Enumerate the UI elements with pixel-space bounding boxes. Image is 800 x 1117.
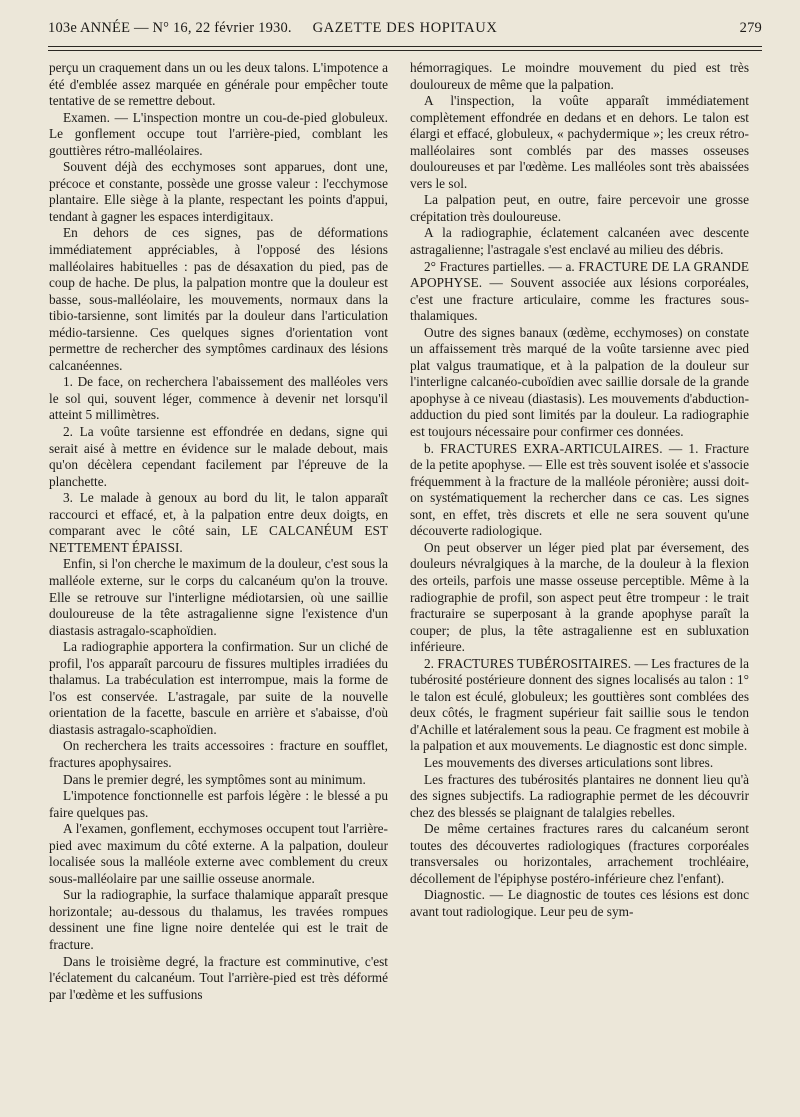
paragraph: Souvent déjà des ecchymoses sont apparues, dont une, précoce et constante, possède une grosse valeur : l'ecchymose plantaire. Elle siège à la plante, respectant les points d'appui, tendant à gagner les espaces interdigitaux. bbox=[49, 159, 388, 224]
paragraph: On peut observer un léger pied plat par éversement, des douleurs névralgiques à la marche, de la douleur à la flexion des orteils, parfois une masse osseuse perceptible. Même à la radiographie de profil, son aspect peut être trompeur : le trait fracturaire se superposant à la grande apophyse paraît la couper; de plus, la tête astragalienne est en subluxation inférieure. bbox=[410, 539, 749, 655]
left-column bbox=[49, 60, 388, 1003]
paragraph: A l'examen, gonflement, ecchymoses occupent tout l'arrière-pied avec maximum du côté externe. A la palpation, douleur localisée sous la malléole externe avec comblement du creux sous-malléolaire par une saillie osseuse anormale. bbox=[49, 821, 388, 886]
paragraph: De même certaines fractures rares du calcanéum seront toutes des découvertes radiologiques (fractures corporéales transversales ou horizontales, arrachement trochléaire, décollement de l'épiphyse postéro-inférieure chez l'enfant). bbox=[410, 821, 749, 886]
right-column bbox=[410, 60, 749, 920]
paragraph: 3. Le malade à genoux au bord du lit, le talon apparaît raccourci et effacé, et, à la palpation entre deux doigts, en comparant avec le côté sain, LE CALCANÉUM EST NETTEMENT ÉPAISSI. bbox=[49, 490, 388, 555]
paragraph: Examen. — L'inspection montre un cou-de-pied globuleux. Le gonflement occupe tout l'arrière-pied, comblant les gouttières rétro-malléolaires. bbox=[49, 109, 388, 158]
paragraph: Dans le troisième degré, la fracture est comminutive, c'est l'éclatement du calcanéum. Tout l'arrière-pied est très déformé par l'œdème et les suffusions bbox=[49, 953, 388, 1002]
paragraph: Les fractures des tubérosités plantaires ne donnent lieu qu'à des signes subjectifs. La radiographie permet de les découvrir chez des blessés se plaignant de talalgies rebelles. bbox=[410, 771, 749, 820]
paragraph: hémorragiques. Le moindre mouvement du pied est très douloureux de même que la palpation. bbox=[410, 60, 749, 92]
section-heading-paragraph: b. FRACTURES EXRA-ARTICULAIRES. — 1. Fracture de la petite apophyse. — Elle est très souvent isolée et s'associe fréquemment à la fracture de la malléole péronière; aussi doit-on systématiquement la rechercher dans ce cas. Les signes sont, en effet, très discrets et elle ne sera souvent qu'une découverte radiologique. bbox=[410, 440, 749, 539]
section-heading-paragraph: 2. FRACTURES TUBÉROSITAIRES. — Les fractures de la tubérosité postérieure donnent des signes localisés au talon : 1° le talon est éculé, globuleux; les gouttières sont comblées des deux côtés, le fragment supérieur fait saillie sous le tendon d'Achille et latéralement sous la peau. Ce fragment est mobile à la palpation et aux mouvements. Le diagnostic est donc simple. bbox=[410, 655, 749, 754]
running-header bbox=[48, 20, 762, 42]
paragraph: Dans le premier degré, les symptômes sont au minimum. bbox=[63, 771, 366, 787]
paragraph: Les mouvements des diverses articulations sont libres. bbox=[424, 754, 714, 770]
header-rule-thin bbox=[48, 50, 762, 51]
page-number: 279 bbox=[739, 20, 762, 36]
paragraph: On recherchera les traits accessoires : fracture en soufflet, fractures apophysaires. bbox=[49, 738, 388, 770]
paragraph: Enfin, si l'on cherche le maximum de la douleur, c'est sous la malléole externe, sur le corps du calcanéum qu'on la trouve. Elle se retrouve sur l'interligne médiotarsien, où une saillie douloureuse de la tête astragalienne signe l'existence d'un diastasis astragalo-scaphoïdien. bbox=[49, 556, 388, 638]
paragraph: La palpation peut, en outre, faire percevoir une grosse crépitation très douloureuse. bbox=[410, 192, 749, 224]
paragraph: perçu un craquement dans un ou les deux talons. L'impotence a été d'emblée assez marquée en générale pour empêcher toute tentative de se remettre debout. bbox=[49, 60, 388, 109]
issue-info: 103e ANNÉE — N° 16, 22 février 1930. bbox=[48, 20, 292, 36]
section-heading-paragraph: 2° Fractures partielles. — a. FRACTURE DE LA GRANDE APOPHYSE. — Souvent associée aux lésions corporéales, c'est une fracture articulaire, comme les fractures sous-thalamiques. bbox=[410, 258, 749, 324]
paragraph: 1. De face, on recherchera l'abaissement des malléoles vers le sol qui, souvent léger, commence à devenir net lorsqu'il atteint 5 millimètres. bbox=[49, 374, 388, 423]
paragraph: Outre des signes banaux (œdème, ecchymoses) on constate un affaissement très marqué de la voûte tarsienne avec pied plat valgus traumatique, et à la palpation de la douleur sur l'interligne calcanéo-cuboïdien avec saillie dorsale de la grande apophyse à ce niveau (diastasis). Les mouvements d'abduction-adduction du pied sont limités par la douleur. La radiographie est toujours nécessaire pour confirmer ces données. bbox=[410, 324, 749, 440]
paragraph: Sur la radiographie, la surface thalamique apparaît presque horizontale; au-dessous du thalamus, les travées rompues dessinent une fine ligne noire dentelée qui est le trait de fracture. bbox=[49, 887, 388, 952]
journal-title: GAZETTE DES HOPITAUX bbox=[312, 20, 498, 36]
diagnostic-paragraph: Diagnostic. — Le diagnostic de toutes ces lésions est donc avant tout radiologique. Leur peu de sym- bbox=[410, 887, 749, 919]
paragraph: A l'inspection, la voûte apparaît immédiatement complètement effondrée en dedans et en dehors. Le talon est élargi et effacé, globuleux, « pachydermique »; les creux rétro-malléolaires sont comblés par des masses osseuses douloureuses et par l'œdème. Les malléoles sont très abaissées vers le sol. bbox=[410, 93, 749, 191]
paragraph: A la radiographie, éclatement calcanéen avec descente astragalienne; l'astragale s'est enclavé au milieu des débris. bbox=[410, 225, 749, 258]
paragraph: 2. La voûte tarsienne est effondrée en dedans, signe qui serait aisé à mettre en évidence sur le malade debout, mais qu'on décèlera cependant facilement par l'épreuve de la planchette. bbox=[49, 424, 388, 489]
paragraph: La radiographie apportera la confirmation. Sur un cliché de profil, l'os apparaît parcouru de fissures multiples irradiées du thalamus. La trabéculation est interrompue, mais la forme de l'os est conservée. L'astragale, par suite de la nouvelle orientation de la facette, bascule en arrière et s'abaisse, d'où diastasis astragalo-scaphoïdien. bbox=[49, 639, 388, 737]
paragraph: En dehors de ces signes, pas de déformations immédiatement appréciables, à l'opposé des lésions malléolaires habituelles : pas de désaxation du pied, pas de coup de hache. De plus, la palpation montre que la douleur est basse, sous-malléolaire, les mouvements, normaux dans la tibio-tarsienne, sont limités par la douleur dans l'articulation médio-tarsienne. Ces quelques signes d'orientation vont permettre de rechercher des symptômes cardinaux des lésions calcanéennes. bbox=[49, 225, 388, 373]
paragraph: L'impotence fonctionnelle est parfois légère : le blessé a pu faire quelques pas. bbox=[49, 788, 388, 820]
header-rule-thick bbox=[48, 46, 762, 47]
